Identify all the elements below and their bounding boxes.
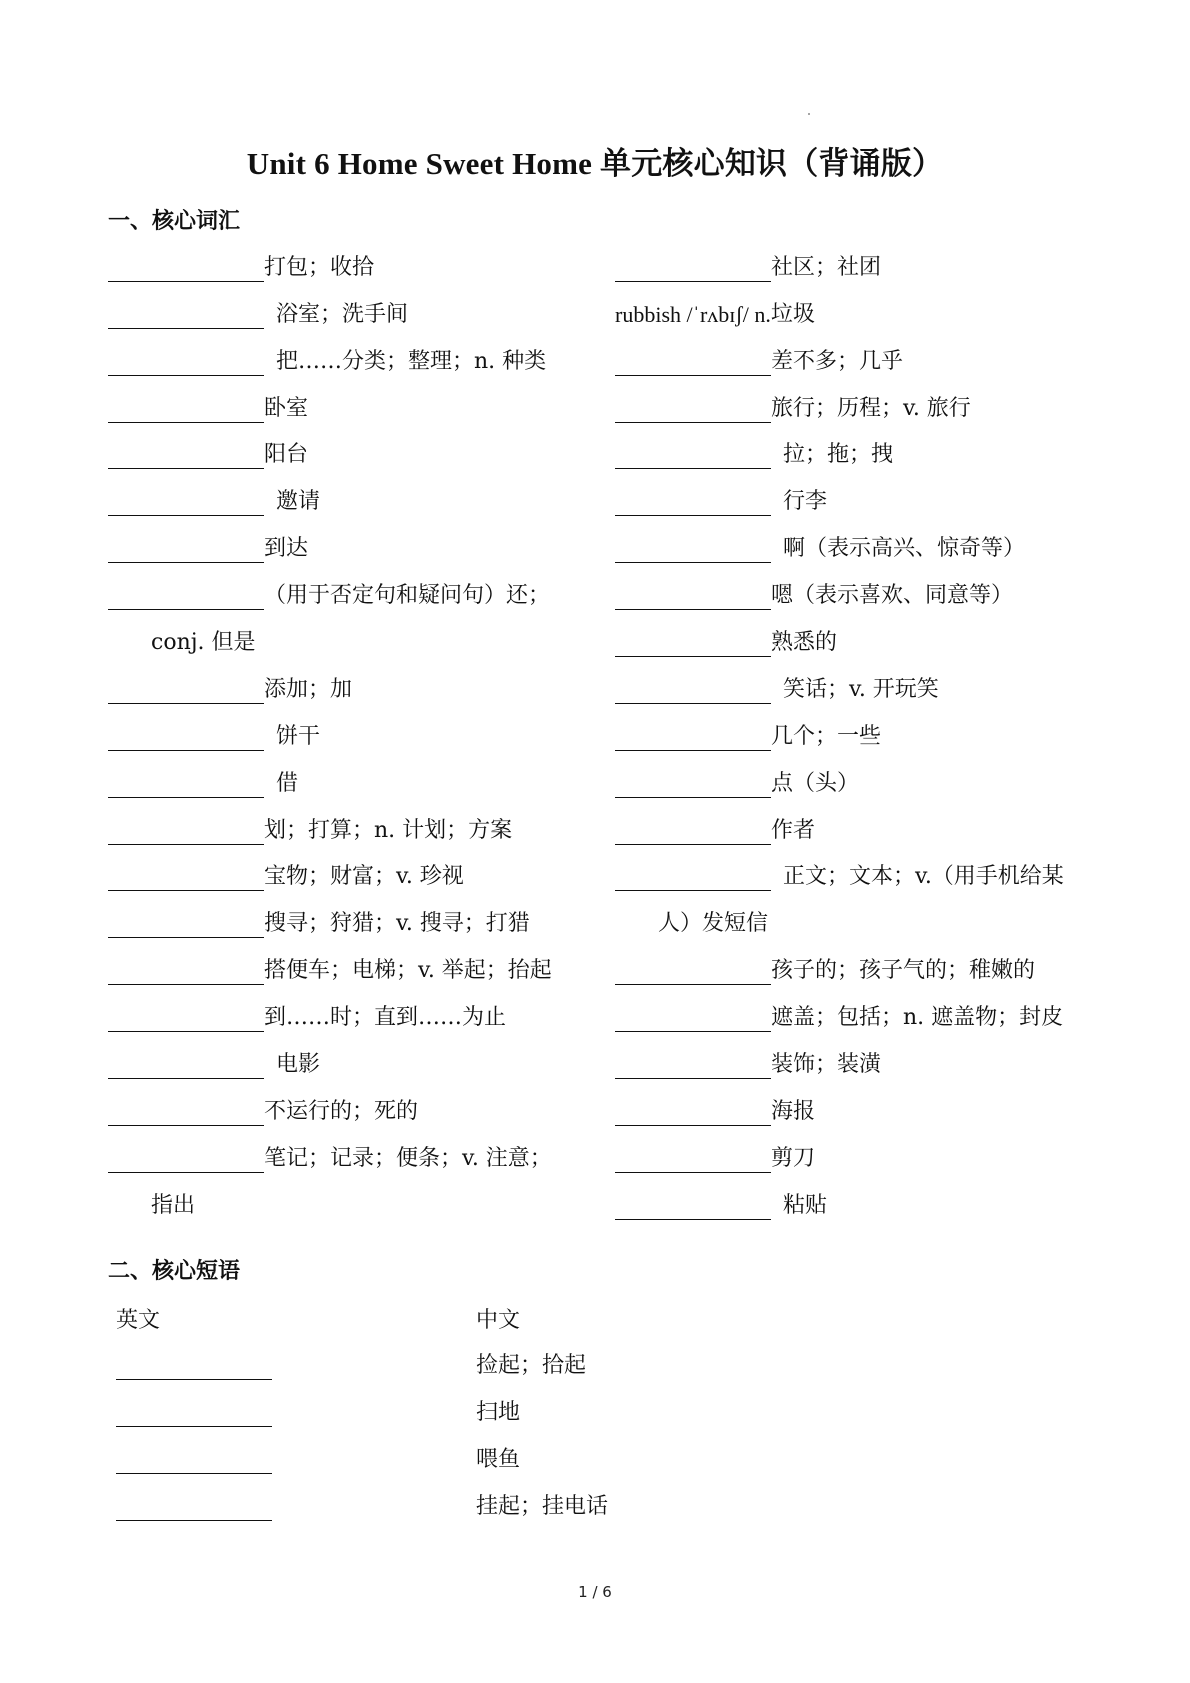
vocab-row [108, 903, 588, 950]
phrase-row [116, 1446, 816, 1493]
vocab-row [615, 294, 1095, 341]
answer-blank[interactable] [108, 353, 264, 376]
answer-blank[interactable] [615, 493, 771, 516]
vocab-meaning: 阳台 [264, 442, 309, 468]
vocab-row [108, 341, 588, 388]
vocab-meaning: 差不多；几乎 [771, 348, 904, 374]
vocab-row [108, 622, 588, 669]
speck-mark [808, 113, 810, 115]
answer-blank[interactable] [108, 1103, 264, 1126]
vocab-meaning: 电影 [276, 1052, 321, 1078]
vocab-row [615, 903, 1095, 950]
vocab-meaning: 正文；文本；v.（用手机给某 [783, 864, 1064, 890]
answer-blank[interactable] [108, 446, 264, 469]
answer-blank[interactable] [108, 775, 264, 798]
answer-blank[interactable] [615, 962, 771, 985]
vocab-meaning: 把……分类；整理；n. 种类 [276, 348, 547, 374]
answer-blank[interactable] [108, 1009, 264, 1032]
vocab-row [108, 1044, 588, 1091]
answer-blank[interactable] [108, 259, 264, 282]
phrase-answer-blank[interactable] [116, 1352, 272, 1380]
vocab-meaning: 人）发短信 [658, 911, 769, 937]
vocab-row [108, 1185, 588, 1232]
vocab-meaning: 装饰；装潢 [771, 1052, 882, 1078]
vocab-row [615, 763, 1095, 810]
answer-blank[interactable] [615, 353, 771, 376]
vocab-row [108, 388, 588, 435]
answer-blank[interactable] [615, 728, 771, 751]
phrase-answer-blank[interactable] [116, 1399, 272, 1427]
answer-blank[interactable] [108, 540, 264, 563]
vocab-row [615, 575, 1095, 622]
answer-blank[interactable] [615, 446, 771, 469]
vocab-list-right [615, 247, 1095, 1232]
vocab-row [615, 1185, 1095, 1232]
vocab-meaning: 到达 [264, 536, 309, 562]
phrase-chinese: 扫地 [476, 1399, 521, 1425]
vocab-row [108, 1091, 588, 1138]
answer-blank[interactable] [108, 681, 264, 704]
vocab-meaning: 到……时；直到……为止 [264, 1005, 507, 1031]
vocab-meaning: 几个；一些 [771, 723, 882, 749]
vocab-row [108, 997, 588, 1044]
vocab-row [615, 950, 1095, 997]
vocab-row [615, 1138, 1095, 1185]
vocab-meaning: 笑话；v. 开玩笑 [783, 676, 939, 702]
vocab-meaning: 熟悉的 [771, 630, 838, 656]
vocab-meaning: 打包；收拾 [264, 254, 375, 280]
phrase-list [116, 1352, 816, 1540]
phrase-column-header-chinese: 中文 [476, 1308, 521, 1333]
vocab-meaning: 遮盖；包括；n. 遮盖物；封皮 [771, 1005, 1064, 1031]
answer-blank[interactable] [615, 681, 771, 704]
vocab-meaning: 行李 [783, 489, 828, 515]
answer-blank[interactable] [615, 634, 771, 657]
answer-blank[interactable] [615, 1103, 771, 1126]
answer-blank[interactable] [615, 400, 771, 423]
section-heading-vocab: 一、核心词汇 [108, 209, 241, 234]
vocab-meaning: 孩子的；孩子气的；稚嫩的 [771, 958, 1036, 984]
phrase-answer-blank[interactable] [116, 1446, 272, 1474]
answer-blank[interactable] [108, 1056, 264, 1079]
vocab-row [615, 388, 1095, 435]
vocab-meaning: 浴室；洗手间 [276, 301, 409, 327]
answer-blank[interactable] [615, 259, 771, 282]
vocab-row [615, 1091, 1095, 1138]
answer-blank[interactable] [615, 1150, 771, 1173]
vocab-row [108, 857, 588, 904]
vocab-row [108, 528, 588, 575]
vocab-row [108, 1138, 588, 1185]
answer-blank[interactable] [108, 306, 264, 329]
answer-blank[interactable] [615, 775, 771, 798]
vocab-row [108, 247, 588, 294]
vocab-row [615, 857, 1095, 904]
vocab-row [615, 435, 1095, 482]
vocab-row [108, 435, 588, 482]
vocab-meaning: 卧室 [264, 395, 309, 421]
vocab-row [108, 575, 588, 622]
answer-blank[interactable] [615, 1197, 771, 1220]
answer-blank[interactable] [108, 400, 264, 423]
answer-blank[interactable] [108, 915, 264, 938]
vocab-meaning: 不运行的；死的 [264, 1098, 419, 1124]
answer-blank[interactable] [615, 868, 771, 891]
answer-blank[interactable] [108, 1150, 264, 1173]
vocab-meaning: 拉；拖；拽 [783, 442, 894, 468]
vocab-row [615, 341, 1095, 388]
phrase-chinese: 喂鱼 [476, 1446, 521, 1472]
answer-blank[interactable] [108, 493, 264, 516]
vocab-row [615, 528, 1095, 575]
vocab-meaning: 宝物；财富；v. 珍视 [264, 864, 464, 890]
vocab-meaning: 旅行；历程；v. 旅行 [771, 395, 971, 421]
vocab-meaning: 笔记；记录；便条；v. 注意； [264, 1145, 552, 1171]
vocab-row [108, 669, 588, 716]
phrase-chinese: 捡起；拾起 [476, 1353, 587, 1378]
vocab-meaning: 邀请 [276, 489, 321, 515]
vocab-meaning: 作者 [771, 817, 816, 843]
answer-blank[interactable] [615, 1056, 771, 1079]
vocab-meaning: 啊（表示高兴、惊奇等） [783, 536, 1026, 562]
vocab-meaning: 点（头） [771, 770, 860, 796]
answer-blank[interactable] [108, 587, 264, 610]
answer-blank[interactable] [108, 868, 264, 891]
vocab-meaning: conj. 但是 [151, 630, 256, 656]
vocab-meaning: 垃圾 [770, 301, 815, 327]
vocab-row [108, 294, 588, 341]
answer-blank[interactable] [615, 587, 771, 610]
vocab-row [108, 950, 588, 997]
vocab-row [108, 481, 588, 528]
answer-blank[interactable] [615, 1009, 771, 1032]
vocab-row [615, 716, 1095, 763]
page-title: Unit 6 Home Sweet Home 单元核心知识（背诵版） [246, 146, 944, 181]
vocab-meaning: 划；打算；n. 计划；方案 [264, 817, 513, 843]
phrase-answer-blank[interactable] [116, 1493, 272, 1521]
vocab-meaning: 海报 [771, 1098, 816, 1124]
vocab-row [615, 481, 1095, 528]
vocab-word: rubbish /ˈrʌbɪʃ/ n. [615, 301, 771, 327]
vocab-row [615, 669, 1095, 716]
page-number: 1 / 6 [578, 1583, 612, 1601]
answer-blank[interactable] [615, 540, 771, 563]
answer-blank[interactable] [108, 822, 264, 845]
vocab-row [615, 1044, 1095, 1091]
vocab-row [108, 810, 588, 857]
phrase-row [116, 1493, 816, 1540]
vocab-meaning: 借 [276, 770, 299, 796]
vocab-row [615, 622, 1095, 669]
vocab-meaning: （用于否定句和疑问句）还； [264, 583, 551, 609]
phrase-row [116, 1399, 816, 1446]
vocab-meaning: 添加；加 [264, 676, 353, 702]
vocab-row [108, 763, 588, 810]
section-heading-phrases: 二、核心短语 [108, 1259, 241, 1284]
vocab-meaning: 剪刀 [771, 1145, 816, 1171]
answer-blank[interactable] [615, 822, 771, 845]
vocab-row [615, 997, 1095, 1044]
vocab-meaning: 嗯（表示喜欢、同意等） [771, 583, 1014, 609]
vocab-meaning: 粘贴 [783, 1192, 828, 1218]
vocab-meaning: 社区；社团 [771, 254, 882, 280]
vocab-row [615, 810, 1095, 857]
vocab-meaning: 饼干 [276, 723, 321, 749]
phrase-chinese: 挂起；挂电话 [476, 1493, 609, 1519]
answer-blank[interactable] [108, 962, 264, 985]
vocab-meaning: 搭便车；电梯；v. 举起；抬起 [264, 958, 552, 984]
answer-blank[interactable] [108, 728, 264, 751]
vocab-row [615, 247, 1095, 294]
phrase-column-header-english: 英文 [116, 1308, 161, 1333]
vocab-list-left [108, 247, 588, 1232]
vocab-meaning: 搜寻；狩猎；v. 搜寻；打猎 [264, 911, 530, 937]
vocab-row [108, 716, 588, 763]
phrase-row [116, 1352, 816, 1399]
vocab-meaning: 指出 [151, 1192, 196, 1218]
